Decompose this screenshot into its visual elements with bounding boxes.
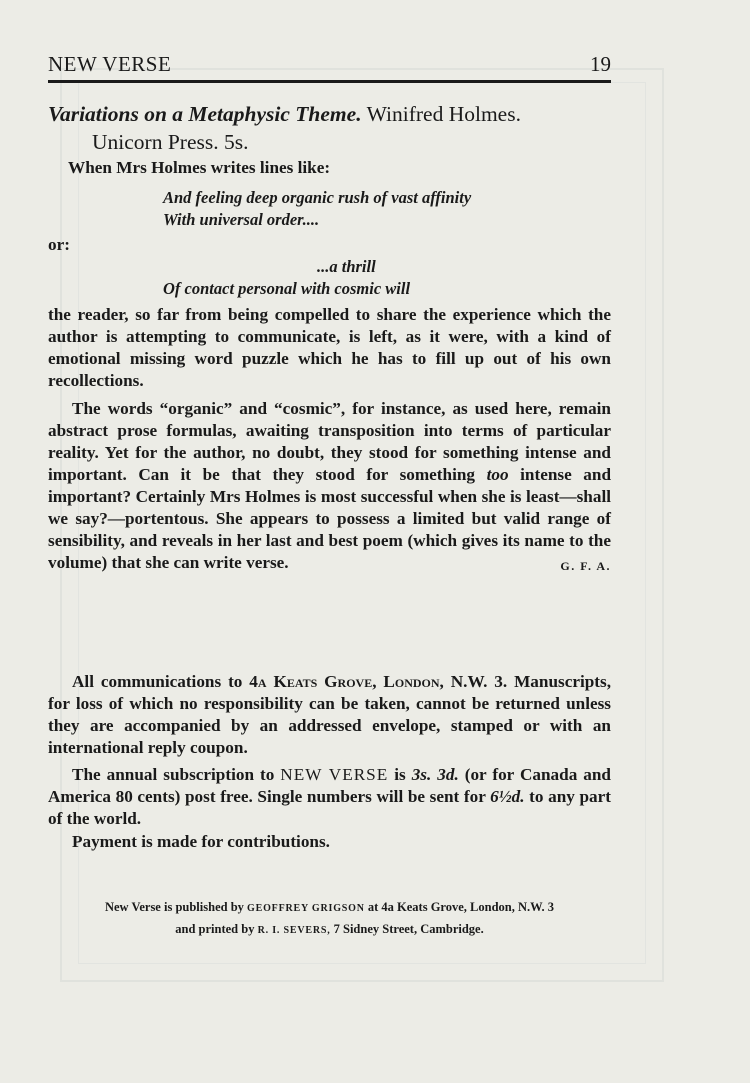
imprint-line2-a: and printed by [175, 922, 258, 936]
subs-text-a: The annual subscription to [72, 765, 281, 784]
para2-text-b: intense and important? Certainly Mrs Holmes is most successful when she is least—shall we say?—portentous. She appears to possess a limited but valid range of sensibility, and reveals in her last and best poem (which gives its name to the volume) that she can write verse. [48, 465, 611, 572]
page-number: 19 [590, 52, 611, 76]
imprint-publisher: GEOFFREY GRIGSON [247, 903, 365, 914]
imprint-printer: R. I. SEVERS, [257, 925, 331, 936]
payment-notice: Payment is made for contributions. [72, 832, 330, 851]
subs-price: 3s. 3d. [411, 765, 459, 784]
review-paragraph-2 [48, 398, 611, 577]
or-label: or: [48, 235, 70, 254]
imprint [48, 897, 611, 941]
para2-emphasis: too [486, 465, 509, 484]
quote-2-line-1: ...a thrill [317, 257, 376, 276]
review-book-title: Variations on a Metaphysic Theme. [48, 102, 362, 126]
imprint-line1-b: at 4a Keats Grove, London, N.W. 3 [364, 900, 555, 914]
comm-address: 4a Keats Grove, London, [249, 672, 444, 691]
subs-journal-name: NEW VERSE [280, 765, 389, 784]
review-book-author: Winifred Holmes. [366, 102, 521, 126]
subs-single-price: 6½d. [490, 787, 525, 806]
review-publisher-price: Unicorn Press. 5s. [92, 130, 249, 154]
quote-1-line-1: And feeling deep organic rush of vast affinity [163, 188, 472, 207]
running-head [48, 50, 611, 83]
subs-text-b: is [388, 765, 412, 784]
journal-name: NEW VERSE [48, 52, 172, 76]
comm-text-a: All communications to [72, 672, 250, 691]
imprint-line2-b: 7 Sidney Street, Cambridge. [330, 922, 484, 936]
subs-text-d: to any part of the world. [48, 787, 611, 828]
review-paragraph-1: the reader, so far from being compelled to share the experience which the author is attempting to communicate, is left, as it were, with a kind of emotional missing word puzzle which he has to fill up out of his own recollections. [48, 305, 611, 390]
subs-text-c: (or for Canada and America 80 cents) post free. Single numbers will be sent for [48, 765, 611, 806]
imprint-line1-a: New Verse is published by [104, 900, 248, 914]
review-heading [48, 100, 611, 128]
reviewer-signature: G. F. A. [560, 559, 611, 573]
quote-2-line-2: Of contact personal with cosmic will [163, 279, 411, 298]
quote-1-line-2: With universal order.... [163, 210, 320, 229]
comm-text-b: N.W. 3. Manuscripts, for loss of which no responsibility can be taken, cannot be returned unless they are accompanied by an addressed envelope, stamped or with an international reply coupon. [48, 672, 611, 757]
subscription-notice [48, 764, 611, 830]
para2-text-a: The words “organic” and “cosmic”, for instance, as used here, remain abstract prose formulas, awaiting transposition into terms of particular reality. Yet for the author, no doubt, they stood for something intense and important. Can it be that they stood for something [48, 399, 611, 484]
review-intro: When Mrs Holmes writes lines like: [68, 158, 331, 177]
communications-notice [48, 671, 611, 759]
